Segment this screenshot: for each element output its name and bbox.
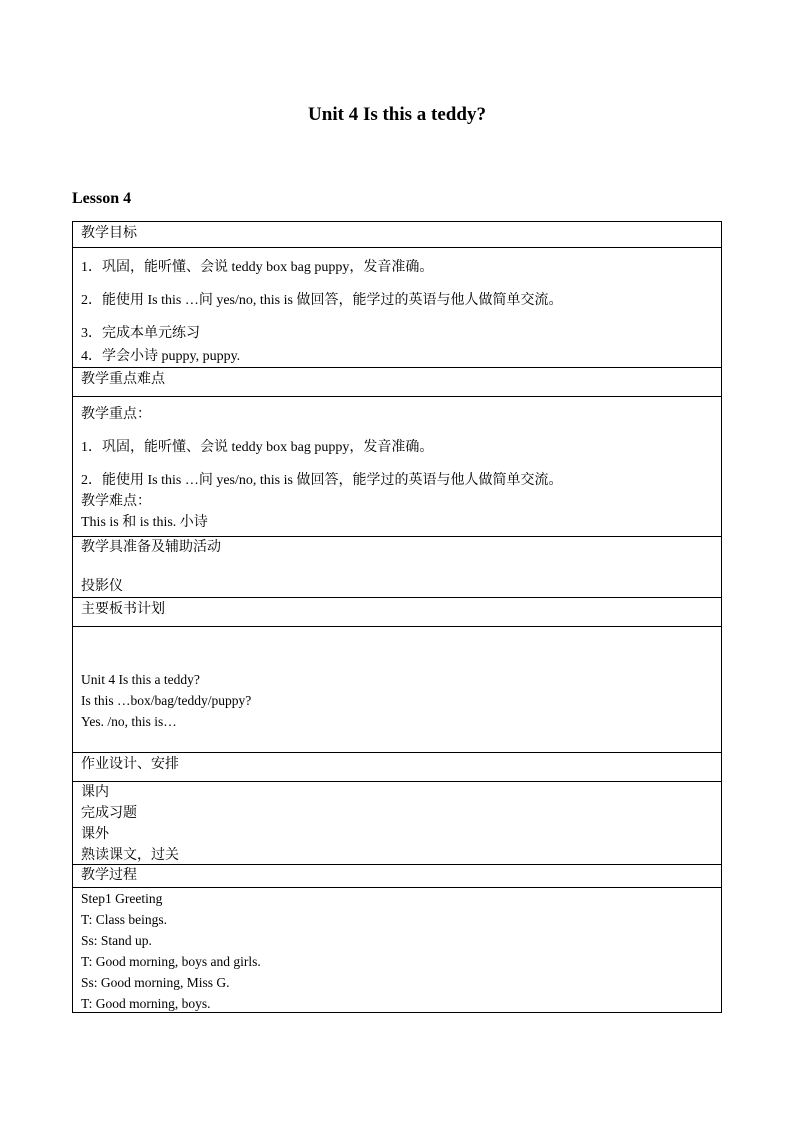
- lesson-heading: Lesson 4: [72, 190, 132, 207]
- process-line: T: Class beings.: [81, 912, 167, 927]
- process-content: [72, 888, 722, 1013]
- objective-item: 2．能使用 Is this …问 yes/no, this is 做回答，能学过的英语与他人做简单交流。: [81, 293, 563, 308]
- document-title: Unit 4 Is this a teddy?: [308, 104, 486, 125]
- lesson-plan-table: [72, 221, 722, 1013]
- homework-line: 课内: [81, 785, 109, 800]
- board-plan-header: 主要板书计划: [72, 598, 722, 627]
- materials-cell: [72, 537, 722, 598]
- materials-content: 投影仪: [81, 579, 123, 594]
- homework-line: 完成习题: [81, 806, 137, 821]
- objective-item: 4．学会小诗 puppy, puppy.: [81, 349, 241, 364]
- process-line: Step1 Greeting: [81, 891, 163, 906]
- process-line: T: Good morning, boys.: [81, 996, 211, 1011]
- difficulty-text: This is 和 is this. 小诗: [81, 515, 208, 530]
- objectives-header: 教学目标: [72, 221, 722, 248]
- process-line: Ss: Stand up.: [81, 933, 152, 948]
- focus-item: 2．能使用 Is this …问 yes/no, this is 做回答，能学过的英语与他人做简单交流。: [81, 473, 563, 488]
- focus-item: 1．巩固，能听懂、会说 teddy box bag puppy，发音准确。: [81, 440, 434, 455]
- process-line: Ss: Good morning, Miss G.: [81, 975, 230, 990]
- key-points-header: 教学重点难点: [72, 368, 722, 397]
- homework-line: 熟读课文，过关: [81, 848, 179, 863]
- homework-header: 作业设计、安排: [72, 753, 722, 782]
- process-header: 教学过程: [72, 865, 722, 888]
- objective-item: 3．完成本单元练习: [81, 326, 200, 341]
- board-plan-content: [72, 627, 722, 753]
- focus-label: 教学重点：: [81, 407, 151, 422]
- board-line: Yes. /no, this is…: [81, 714, 177, 729]
- key-points-content: [72, 397, 722, 537]
- difficulty-label: 教学难点：: [81, 494, 151, 509]
- board-line: Unit 4 Is this a teddy?: [81, 672, 200, 687]
- objective-item: 1．巩固，能听懂、会说 teddy box bag puppy，发音准确。: [81, 260, 434, 275]
- objectives-content: [72, 248, 722, 368]
- process-line: T: Good morning, boys and girls.: [81, 954, 261, 969]
- homework-line: 课外: [81, 827, 109, 842]
- materials-header: 教学具准备及辅助活动: [81, 540, 221, 555]
- board-line: Is this …box/bag/teddy/puppy?: [81, 693, 252, 708]
- homework-content: [72, 782, 722, 865]
